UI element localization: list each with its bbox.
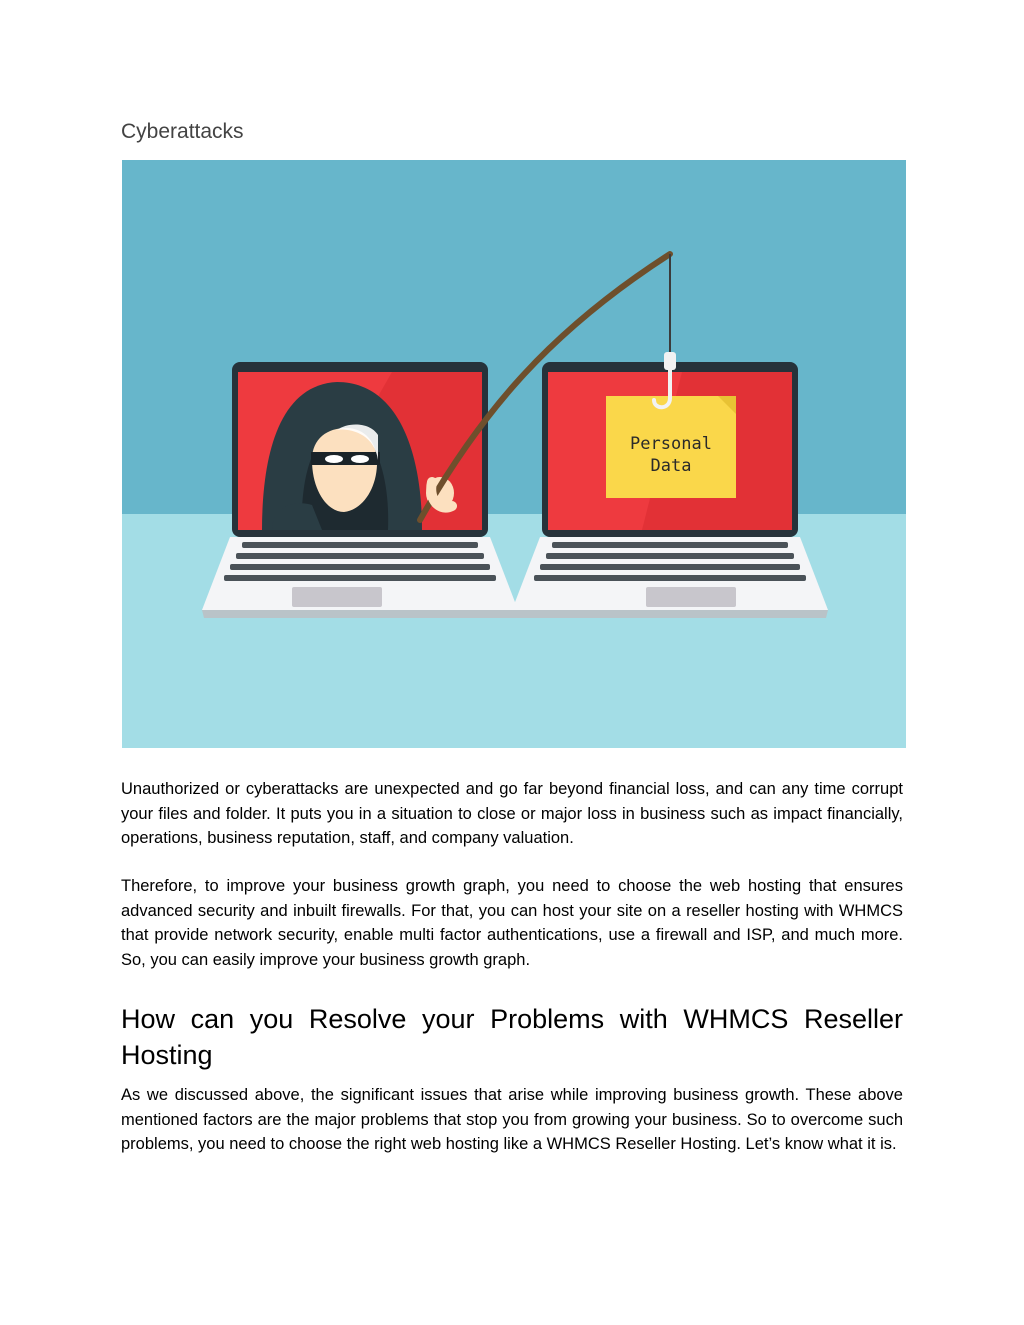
note-label-line1: Personal bbox=[630, 434, 712, 454]
left-trackpad bbox=[292, 587, 382, 607]
hook-sinker bbox=[664, 352, 676, 370]
paragraph-security-recommendation: Therefore, to improve your business growth graph, you need to choose the web hosting that ensures advanced security and inbuilt firewalls. For that, you can host your site on a reseller hosting with WHMCS that provide network security, enable multi factor authentications, use a firewall and ISP, and much more. So, you can easily improve your business growth graph. bbox=[121, 877, 903, 969]
paragraph-whmcs-intro: As we discussed above, the significant issues that arise while improving business growth. These above mentioned factors are the major problems that stop you from growing your business. So to overcome such problems, you need to choose the right web hosting like a WHMCS Reseller Hosting. Let’s know what it is. bbox=[121, 1086, 903, 1153]
right-trackpad bbox=[646, 587, 736, 607]
section-heading: Cyberattacks bbox=[121, 120, 244, 143]
note-label-line2: Data bbox=[650, 456, 692, 476]
main-heading: How can you Resolve your Problems with WHMCS Reseller Hosting bbox=[121, 1004, 903, 1070]
personal-data-note bbox=[606, 396, 736, 498]
left-laptop bbox=[202, 362, 518, 618]
paragraph-cyberattacks-impact: Unauthorized or cyberattacks are unexpected and go far beyond financial loss, and can any time corrupt your files and folder. It puts you in a situation to close or major loss in business such as impact financially, operations, business reputation, staff, and company valuation. bbox=[121, 780, 903, 847]
cyberattack-illustration bbox=[122, 160, 906, 748]
